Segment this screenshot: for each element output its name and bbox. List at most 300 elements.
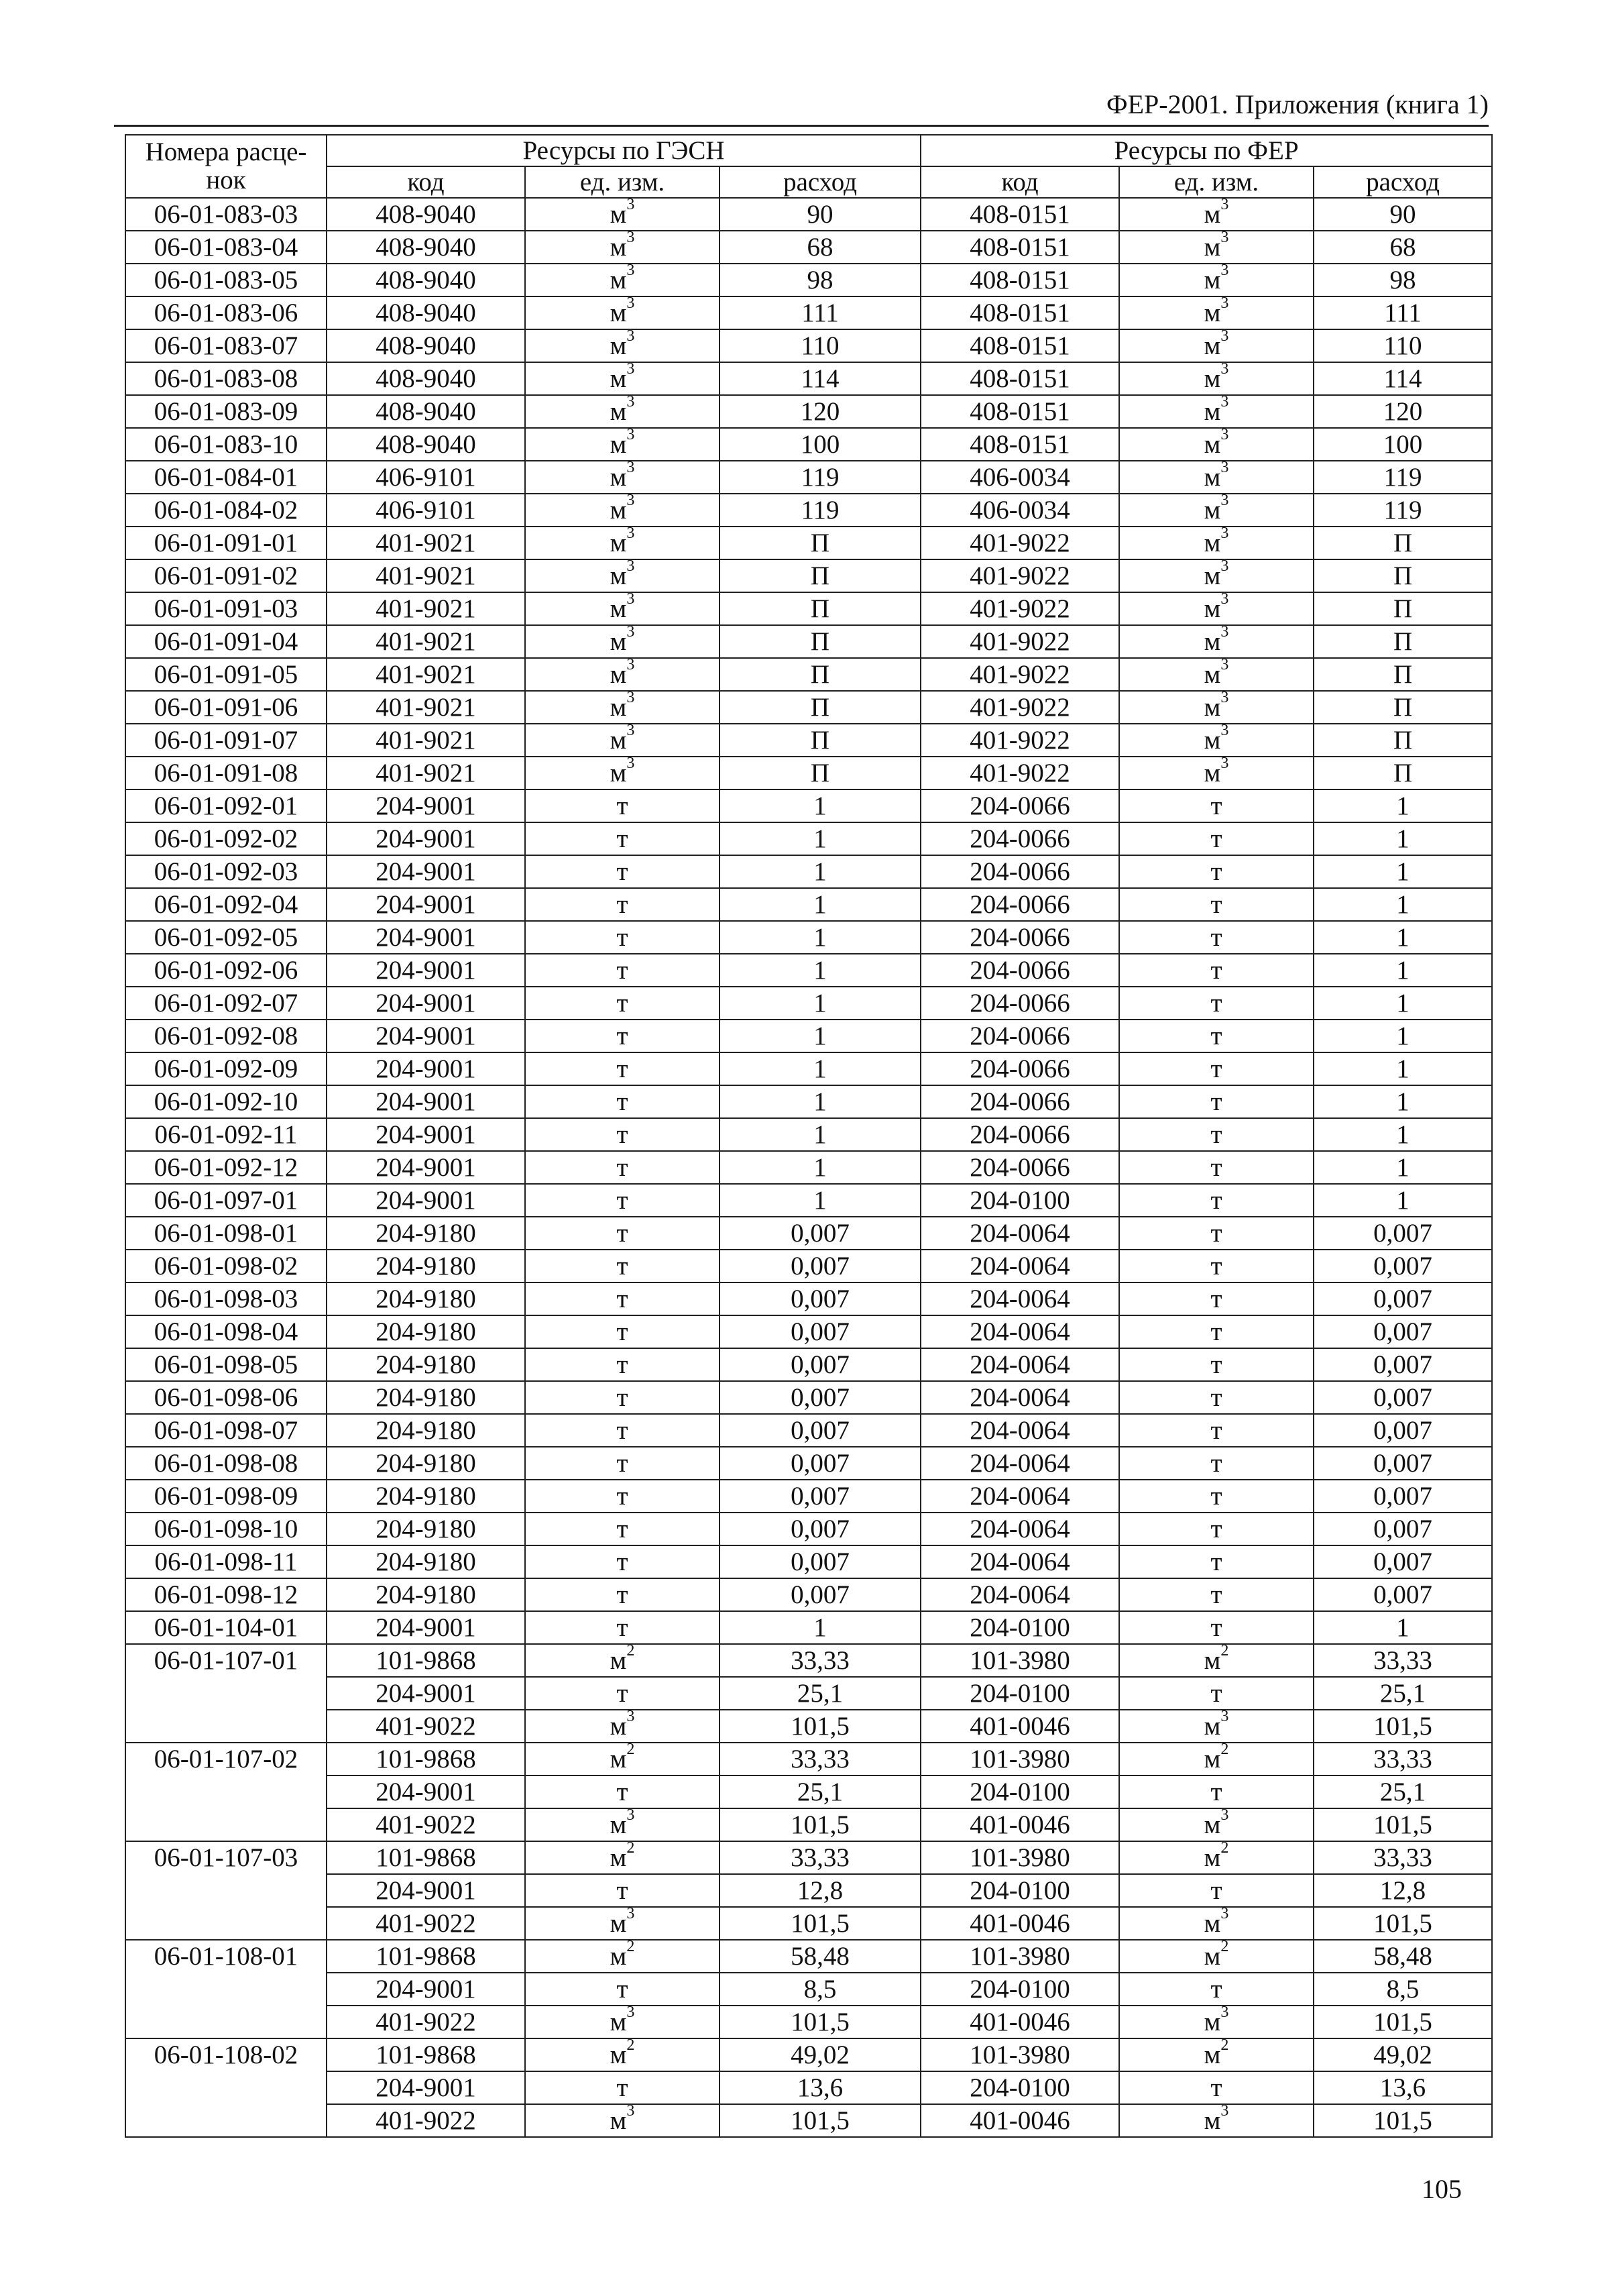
cell-fer-code: 204-0066 bbox=[921, 1118, 1119, 1151]
cell-gesn-code: 401-9021 bbox=[327, 527, 525, 559]
cell-rate-number: 06-01-083-07 bbox=[125, 329, 327, 362]
unit-symbol: т bbox=[1210, 1317, 1222, 1346]
table-row bbox=[125, 1315, 1492, 1348]
cell-gesn-qty: 0,007 bbox=[720, 1447, 921, 1480]
cell-gesn-code: 401-9021 bbox=[327, 724, 525, 757]
cell-gesn-qty: 58,48 bbox=[720, 1940, 921, 1973]
unit-exponent: 3 bbox=[626, 691, 635, 706]
unit-symbol: м bbox=[1204, 692, 1221, 722]
cell-gesn-qty: 119 bbox=[720, 494, 921, 527]
cell-fer-code: 408-0151 bbox=[921, 428, 1119, 461]
table-row bbox=[125, 987, 1492, 1020]
unit-symbol: т bbox=[1210, 1777, 1222, 1806]
cell-gesn-unit bbox=[525, 2071, 720, 2104]
table-row bbox=[125, 296, 1492, 329]
cell-fer-qty: 90 bbox=[1314, 198, 1492, 231]
cell-fer-code: 204-0064 bbox=[921, 1217, 1119, 1250]
cell-fer-code: 401-9022 bbox=[921, 658, 1119, 691]
cell-gesn-unit bbox=[525, 1085, 720, 1118]
cell-gesn-qty: 0,007 bbox=[720, 1545, 921, 1578]
unit-symbol: т bbox=[1210, 1152, 1222, 1182]
cell-gesn-code: 406-9101 bbox=[327, 461, 525, 494]
cell-rate-number bbox=[125, 1907, 327, 1940]
cell-fer-qty: 1 bbox=[1314, 822, 1492, 855]
unit-exponent: 3 bbox=[1220, 428, 1229, 443]
unit-symbol: м bbox=[610, 1744, 627, 1773]
unit-symbol: м bbox=[610, 626, 627, 656]
table-row bbox=[125, 231, 1492, 264]
unit-symbol: т bbox=[616, 889, 628, 919]
table-row bbox=[125, 625, 1492, 658]
unit-symbol: м bbox=[1204, 199, 1221, 229]
cell-gesn-code: 401-9022 bbox=[327, 1808, 525, 1841]
cell-gesn-unit bbox=[525, 559, 720, 592]
table-row bbox=[125, 2006, 1492, 2038]
cell-gesn-code: 204-9001 bbox=[327, 888, 525, 921]
cell-fer-qty: 8,5 bbox=[1314, 1973, 1492, 2006]
cell-fer-code: 406-0034 bbox=[921, 494, 1119, 527]
cell-fer-unit bbox=[1119, 1447, 1314, 1480]
cell-fer-unit bbox=[1119, 395, 1314, 428]
cell-gesn-unit bbox=[525, 1973, 720, 2006]
cell-gesn-code: 408-9040 bbox=[327, 198, 525, 231]
cell-gesn-qty: 33,33 bbox=[720, 1841, 921, 1874]
unit-symbol: м bbox=[610, 396, 627, 426]
cell-gesn-unit bbox=[525, 1545, 720, 1578]
cell-fer-unit bbox=[1119, 1907, 1314, 1940]
unit-symbol: т bbox=[1210, 889, 1222, 919]
cell-rate-number: 06-01-104-01 bbox=[125, 1611, 327, 1644]
unit-exponent: 2 bbox=[1220, 1644, 1229, 1659]
cell-gesn-qty: 101,5 bbox=[720, 2104, 921, 2137]
unit-exponent: 3 bbox=[1220, 2006, 1229, 2021]
table-row bbox=[125, 1874, 1492, 1907]
cell-fer-unit bbox=[1119, 1545, 1314, 1578]
cell-fer-unit bbox=[1119, 231, 1314, 264]
unit-exponent: 3 bbox=[1220, 461, 1229, 476]
cell-gesn-code: 204-9001 bbox=[327, 921, 525, 954]
cell-rate-number: 06-01-108-02 bbox=[125, 2038, 327, 2071]
cell-gesn-code: 408-9040 bbox=[327, 428, 525, 461]
cell-fer-code: 204-0066 bbox=[921, 1151, 1119, 1184]
cell-rate-number: 06-01-108-01 bbox=[125, 1940, 327, 1973]
cell-gesn-qty: 1 bbox=[720, 1611, 921, 1644]
cell-fer-qty: 101,5 bbox=[1314, 2104, 1492, 2137]
cell-fer-code: 408-0151 bbox=[921, 329, 1119, 362]
cell-fer-unit bbox=[1119, 1184, 1314, 1217]
cell-gesn-qty: 101,5 bbox=[720, 1907, 921, 1940]
cell-fer-code: 401-9022 bbox=[921, 527, 1119, 559]
cell-fer-qty: 12,8 bbox=[1314, 1874, 1492, 1907]
cell-fer-code: 204-0066 bbox=[921, 1052, 1119, 1085]
cell-gesn-unit bbox=[525, 1217, 720, 1250]
unit-exponent: 3 bbox=[626, 757, 635, 772]
table-row bbox=[125, 264, 1492, 296]
unit-exponent: 3 bbox=[1220, 527, 1229, 542]
cell-fer-unit bbox=[1119, 1611, 1314, 1644]
cell-rate-number: 06-01-092-02 bbox=[125, 822, 327, 855]
cell-fer-unit bbox=[1119, 658, 1314, 691]
unit-exponent: 3 bbox=[626, 362, 635, 378]
unit-symbol: м bbox=[610, 561, 627, 590]
cell-rate-number: 06-01-083-10 bbox=[125, 428, 327, 461]
resources-table bbox=[125, 134, 1493, 2138]
unit-symbol: м bbox=[610, 1941, 627, 1971]
cell-gesn-code: 204-9180 bbox=[327, 1282, 525, 1315]
cell-gesn-code: 401-9021 bbox=[327, 625, 525, 658]
unit-exponent: 3 bbox=[626, 494, 635, 509]
unit-symbol: м bbox=[1204, 1843, 1221, 1872]
cell-rate-number: 06-01-098-02 bbox=[125, 1250, 327, 1282]
table-row bbox=[125, 1348, 1492, 1381]
cell-fer-qty: П bbox=[1314, 527, 1492, 559]
unit-exponent: 3 bbox=[626, 395, 635, 411]
cell-rate-number bbox=[125, 2071, 327, 2104]
unit-symbol: м bbox=[610, 659, 627, 689]
table-row bbox=[125, 1940, 1492, 1973]
cell-fer-unit bbox=[1119, 855, 1314, 888]
cell-rate-number: 06-01-098-08 bbox=[125, 1447, 327, 1480]
cell-rate-number bbox=[125, 1808, 327, 1841]
cell-fer-qty: 0,007 bbox=[1314, 1513, 1492, 1545]
cell-fer-qty: 0,007 bbox=[1314, 1578, 1492, 1611]
cell-gesn-qty: 1 bbox=[720, 789, 921, 822]
unit-exponent: 3 bbox=[1220, 362, 1229, 378]
unit-exponent: 3 bbox=[1220, 329, 1229, 345]
cell-rate-number: 06-01-083-05 bbox=[125, 264, 327, 296]
table-row bbox=[125, 1085, 1492, 1118]
cell-fer-qty: 25,1 bbox=[1314, 1775, 1492, 1808]
cell-fer-code: 204-0100 bbox=[921, 1677, 1119, 1710]
cell-fer-unit bbox=[1119, 1480, 1314, 1513]
cell-fer-unit bbox=[1119, 1414, 1314, 1447]
cell-fer-qty: 0,007 bbox=[1314, 1217, 1492, 1250]
table-row bbox=[125, 1677, 1492, 1710]
cell-rate-number: 06-01-092-08 bbox=[125, 1020, 327, 1052]
cell-gesn-unit bbox=[525, 691, 720, 724]
table-row bbox=[125, 329, 1492, 362]
cell-rate-number: 06-01-091-04 bbox=[125, 625, 327, 658]
cell-fer-qty: П bbox=[1314, 658, 1492, 691]
cell-fer-code: 401-0046 bbox=[921, 1710, 1119, 1743]
cell-fer-code: 101-3980 bbox=[921, 1644, 1119, 1677]
cell-gesn-unit bbox=[525, 1151, 720, 1184]
cell-fer-qty: 33,33 bbox=[1314, 1841, 1492, 1874]
cell-gesn-unit bbox=[525, 231, 720, 264]
cell-fer-unit bbox=[1119, 362, 1314, 395]
cell-fer-qty: 0,007 bbox=[1314, 1381, 1492, 1414]
cell-fer-code: 204-0064 bbox=[921, 1480, 1119, 1513]
cell-fer-qty: 1 bbox=[1314, 789, 1492, 822]
cell-fer-code: 401-9022 bbox=[921, 592, 1119, 625]
cell-fer-code: 408-0151 bbox=[921, 264, 1119, 296]
unit-symbol: т bbox=[616, 1580, 628, 1609]
cell-gesn-unit bbox=[525, 954, 720, 987]
cell-fer-qty: 0,007 bbox=[1314, 1282, 1492, 1315]
unit-symbol: т bbox=[1210, 1875, 1222, 1905]
cell-gesn-code: 204-9001 bbox=[327, 987, 525, 1020]
cell-rate-number: 06-01-092-01 bbox=[125, 789, 327, 822]
unit-exponent: 3 bbox=[626, 559, 635, 575]
cell-gesn-code: 408-9040 bbox=[327, 231, 525, 264]
cell-rate-number: 06-01-092-09 bbox=[125, 1052, 327, 1085]
unit-exponent: 3 bbox=[626, 461, 635, 476]
table-row bbox=[125, 1217, 1492, 1250]
cell-gesn-unit bbox=[525, 1710, 720, 1743]
cell-rate-number bbox=[125, 1677, 327, 1710]
cell-rate-number: 06-01-092-07 bbox=[125, 987, 327, 1020]
table-row bbox=[125, 527, 1492, 559]
cell-gesn-code: 204-9001 bbox=[327, 1611, 525, 1644]
cell-gesn-unit bbox=[525, 1282, 720, 1315]
cell-gesn-qty: 1 bbox=[720, 1020, 921, 1052]
cell-gesn-qty: 1 bbox=[720, 987, 921, 1020]
cell-gesn-qty: 0,007 bbox=[720, 1348, 921, 1381]
unit-exponent: 3 bbox=[626, 2006, 635, 2021]
cell-gesn-unit bbox=[525, 494, 720, 527]
table-row bbox=[125, 1020, 1492, 1052]
unit-exponent: 3 bbox=[626, 1907, 635, 1922]
unit-symbol: т bbox=[1210, 1547, 1222, 1576]
cell-rate-number: 06-01-098-06 bbox=[125, 1381, 327, 1414]
cell-fer-qty: 1 bbox=[1314, 987, 1492, 1020]
cell-gesn-qty: 0,007 bbox=[720, 1217, 921, 1250]
unit-symbol: т bbox=[616, 1382, 628, 1412]
table-row bbox=[125, 1841, 1492, 1874]
unit-exponent: 3 bbox=[1220, 724, 1229, 739]
cell-gesn-qty: П bbox=[720, 658, 921, 691]
cell-fer-unit bbox=[1119, 1052, 1314, 1085]
unit-symbol: т bbox=[616, 1481, 628, 1511]
unit-symbol: м bbox=[1204, 1744, 1221, 1773]
cell-gesn-qty: 90 bbox=[720, 198, 921, 231]
header-gesn-code: код bbox=[327, 166, 525, 198]
unit-symbol: т bbox=[616, 791, 628, 820]
unit-exponent: 2 bbox=[1220, 1841, 1229, 1857]
cell-fer-qty: 0,007 bbox=[1314, 1250, 1492, 1282]
cell-rate-number: 06-01-091-02 bbox=[125, 559, 327, 592]
cell-fer-code: 204-0064 bbox=[921, 1381, 1119, 1414]
unit-symbol: т bbox=[1210, 1514, 1222, 1543]
cell-gesn-qty: 101,5 bbox=[720, 2006, 921, 2038]
header-group-gesn: Ресурсы по ГЭСН bbox=[327, 135, 921, 166]
cell-fer-unit bbox=[1119, 1085, 1314, 1118]
header-fer-code: код bbox=[921, 166, 1119, 198]
table-row bbox=[125, 494, 1492, 527]
cell-rate-number: 06-01-098-04 bbox=[125, 1315, 327, 1348]
unit-symbol: м bbox=[1204, 396, 1221, 426]
header-gesn-qty: расход bbox=[720, 166, 921, 198]
unit-symbol: м bbox=[610, 725, 627, 755]
cell-gesn-qty: П bbox=[720, 625, 921, 658]
cell-rate-number bbox=[125, 2104, 327, 2137]
cell-fer-unit bbox=[1119, 1513, 1314, 1545]
unit-exponent: 3 bbox=[1220, 625, 1229, 641]
unit-symbol: т bbox=[616, 1448, 628, 1478]
cell-fer-qty: 1 bbox=[1314, 1052, 1492, 1085]
cell-fer-unit bbox=[1119, 1381, 1314, 1414]
cell-gesn-code: 204-9001 bbox=[327, 1085, 525, 1118]
table-row bbox=[125, 2104, 1492, 2137]
cell-fer-qty: 1 bbox=[1314, 1020, 1492, 1052]
cell-rate-number: 06-01-098-05 bbox=[125, 1348, 327, 1381]
cell-fer-code: 204-0064 bbox=[921, 1447, 1119, 1480]
cell-rate-number: 06-01-092-05 bbox=[125, 921, 327, 954]
unit-symbol: т bbox=[616, 1021, 628, 1050]
unit-symbol: т bbox=[616, 1218, 628, 1248]
cell-fer-code: 204-0066 bbox=[921, 855, 1119, 888]
table-row bbox=[125, 1513, 1492, 1545]
unit-symbol: м bbox=[1204, 364, 1221, 393]
unit-symbol: т bbox=[616, 1054, 628, 1083]
cell-gesn-code: 204-9001 bbox=[327, 1052, 525, 1085]
cell-gesn-code: 204-9180 bbox=[327, 1578, 525, 1611]
cell-rate-number: 06-01-091-05 bbox=[125, 658, 327, 691]
cell-gesn-code: 401-9021 bbox=[327, 691, 525, 724]
cell-gesn-qty: 0,007 bbox=[720, 1513, 921, 1545]
unit-exponent: 3 bbox=[626, 198, 635, 213]
cell-fer-code: 204-0064 bbox=[921, 1315, 1119, 1348]
cell-gesn-unit bbox=[525, 1841, 720, 1874]
cell-gesn-code: 101-9868 bbox=[327, 1644, 525, 1677]
cell-fer-unit bbox=[1119, 1020, 1314, 1052]
unit-symbol: м bbox=[1204, 1810, 1221, 1839]
table-row bbox=[125, 1743, 1492, 1775]
unit-symbol: т bbox=[1210, 988, 1222, 1018]
unit-symbol: м bbox=[610, 1711, 627, 1741]
cell-fer-code: 408-0151 bbox=[921, 198, 1119, 231]
cell-gesn-code: 204-9180 bbox=[327, 1348, 525, 1381]
cell-rate-number bbox=[125, 1973, 327, 2006]
unit-exponent: 3 bbox=[1220, 658, 1229, 673]
unit-symbol: м bbox=[1204, 1908, 1221, 1938]
cell-fer-qty: 1 bbox=[1314, 921, 1492, 954]
table-row bbox=[125, 2038, 1492, 2071]
table-row bbox=[125, 1250, 1492, 1282]
cell-fer-code: 401-0046 bbox=[921, 2104, 1119, 2137]
cell-gesn-unit bbox=[525, 1644, 720, 1677]
cell-gesn-code: 204-9180 bbox=[327, 1545, 525, 1578]
cell-fer-code: 401-0046 bbox=[921, 1907, 1119, 1940]
cell-gesn-unit bbox=[525, 1907, 720, 1940]
unit-symbol: т bbox=[1210, 1382, 1222, 1412]
unit-exponent: 3 bbox=[626, 428, 635, 443]
table-row bbox=[125, 592, 1492, 625]
cell-gesn-unit bbox=[525, 395, 720, 428]
unit-exponent: 3 bbox=[626, 2104, 635, 2120]
cell-fer-qty: 111 bbox=[1314, 296, 1492, 329]
cell-fer-unit bbox=[1119, 527, 1314, 559]
table-row bbox=[125, 395, 1492, 428]
cell-gesn-code: 204-9001 bbox=[327, 1118, 525, 1151]
table-row bbox=[125, 1381, 1492, 1414]
cell-gesn-code: 101-9868 bbox=[327, 1841, 525, 1874]
unit-exponent: 3 bbox=[1220, 296, 1229, 312]
cell-fer-qty: 0,007 bbox=[1314, 1315, 1492, 1348]
cell-gesn-qty: 68 bbox=[720, 231, 921, 264]
cell-fer-unit bbox=[1119, 954, 1314, 987]
cell-rate-number: 06-01-098-03 bbox=[125, 1282, 327, 1315]
cell-gesn-code: 401-9022 bbox=[327, 2006, 525, 2038]
cell-fer-unit bbox=[1119, 987, 1314, 1020]
cell-fer-code: 204-0066 bbox=[921, 888, 1119, 921]
cell-rate-number: 06-01-107-02 bbox=[125, 1743, 327, 1775]
cell-gesn-qty: 1 bbox=[720, 888, 921, 921]
cell-gesn-code: 204-9180 bbox=[327, 1315, 525, 1348]
table-row bbox=[125, 658, 1492, 691]
cell-gesn-qty: П bbox=[720, 724, 921, 757]
header-rates bbox=[125, 135, 327, 198]
table-row bbox=[125, 757, 1492, 789]
cell-rate-number: 06-01-083-03 bbox=[125, 198, 327, 231]
cell-gesn-qty: 13,6 bbox=[720, 2071, 921, 2104]
unit-symbol: т bbox=[1210, 1119, 1222, 1149]
cell-fer-unit bbox=[1119, 691, 1314, 724]
cell-gesn-unit bbox=[525, 1513, 720, 1545]
header-group-fer: Ресурсы по ФЕР bbox=[921, 135, 1492, 166]
unit-symbol: т bbox=[1210, 1678, 1222, 1708]
cell-fer-code: 204-0066 bbox=[921, 921, 1119, 954]
cell-gesn-qty: 111 bbox=[720, 296, 921, 329]
cell-gesn-qty: 100 bbox=[720, 428, 921, 461]
cell-fer-unit bbox=[1119, 822, 1314, 855]
cell-fer-qty: 1 bbox=[1314, 1611, 1492, 1644]
cell-fer-qty: П bbox=[1314, 724, 1492, 757]
unit-symbol: т bbox=[1210, 791, 1222, 820]
cell-gesn-qty: 1 bbox=[720, 1118, 921, 1151]
cell-fer-code: 204-0100 bbox=[921, 1874, 1119, 1907]
unit-symbol: т bbox=[1210, 1185, 1222, 1215]
table-row bbox=[125, 888, 1492, 921]
cell-gesn-qty: 120 bbox=[720, 395, 921, 428]
cell-fer-code: 401-9022 bbox=[921, 625, 1119, 658]
cell-fer-code: 204-0064 bbox=[921, 1513, 1119, 1545]
cell-fer-code: 408-0151 bbox=[921, 395, 1119, 428]
cell-rate-number: 06-01-107-03 bbox=[125, 1841, 327, 1874]
cell-fer-unit bbox=[1119, 198, 1314, 231]
unit-symbol: м bbox=[1204, 594, 1221, 623]
cell-gesn-unit bbox=[525, 888, 720, 921]
cell-gesn-code: 408-9040 bbox=[327, 362, 525, 395]
cell-gesn-code: 408-9040 bbox=[327, 329, 525, 362]
cell-gesn-unit bbox=[525, 987, 720, 1020]
unit-symbol: м bbox=[610, 692, 627, 722]
cell-gesn-qty: 0,007 bbox=[720, 1578, 921, 1611]
cell-gesn-qty: 98 bbox=[720, 264, 921, 296]
cell-gesn-unit bbox=[525, 1052, 720, 1085]
cell-fer-qty: 110 bbox=[1314, 329, 1492, 362]
cell-fer-code: 204-0066 bbox=[921, 1020, 1119, 1052]
cell-fer-unit bbox=[1119, 296, 1314, 329]
cell-fer-unit bbox=[1119, 2104, 1314, 2137]
unit-symbol: т bbox=[1210, 1612, 1222, 1642]
cell-rate-number: 06-01-092-10 bbox=[125, 1085, 327, 1118]
unit-symbol: м bbox=[610, 1810, 627, 1839]
unit-symbol: м bbox=[610, 2106, 627, 2135]
unit-exponent: 2 bbox=[1220, 1743, 1229, 1758]
cell-gesn-code: 204-9180 bbox=[327, 1513, 525, 1545]
unit-symbol: т bbox=[1210, 955, 1222, 985]
unit-symbol: т bbox=[1210, 1580, 1222, 1609]
table-row bbox=[125, 1282, 1492, 1315]
unit-exponent: 3 bbox=[1220, 2104, 1229, 2120]
cell-fer-qty: 0,007 bbox=[1314, 1480, 1492, 1513]
unit-symbol: т bbox=[1210, 1481, 1222, 1511]
cell-fer-code: 204-0066 bbox=[921, 822, 1119, 855]
cell-gesn-qty: П bbox=[720, 592, 921, 625]
cell-fer-unit bbox=[1119, 592, 1314, 625]
unit-symbol: м bbox=[610, 495, 627, 525]
